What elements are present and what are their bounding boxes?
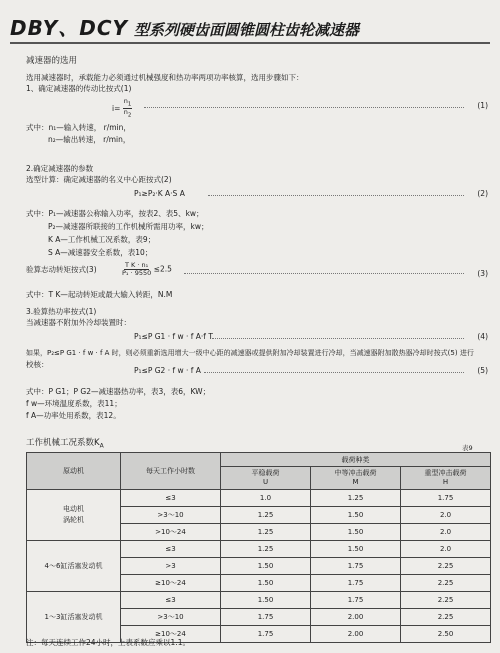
col-load-h: 重型冲击载荷 H <box>401 467 491 490</box>
factor-cell: 1.25 <box>221 541 311 558</box>
formula-1-num: n <box>123 97 128 105</box>
col-prime-mover: 原动机 <box>27 453 121 490</box>
factor-cell: 2.0 <box>401 507 491 524</box>
factor-cell: 1.75 <box>221 609 311 626</box>
condition-text: 如果，P₂≤P G1 · f w · f A 时，则必须重新选用增大一级中心距的减速器或提供附加冷却装置进行冷却，当减速器附加散热器冷却时按式(5) 进行 <box>26 349 474 357</box>
factor-cell: 2.25 <box>401 558 491 575</box>
where-ka: K A—工作机械工况系数，表9； <box>48 235 156 244</box>
formula-5-number: (5) <box>477 366 488 375</box>
formula-3-number: (3) <box>477 269 488 278</box>
table-row <box>27 490 491 507</box>
hours-cell: ≥10～24 <box>121 626 221 643</box>
title-description: 型系列硬齿面圆锥圆柱齿轮减速器 <box>134 21 360 39</box>
prime-mover-cell: 电动机 涡轮机 <box>27 490 121 541</box>
page-title <box>10 12 490 44</box>
formula-1-num-sub: 1 <box>127 101 132 108</box>
where-p1: 式中：P₁—减速器公称输入功率，按表2、表5、kw； <box>26 209 204 218</box>
formula-3-rhs: ≤2.5 <box>153 264 172 274</box>
table-row <box>27 592 491 609</box>
formula-4-number: (4) <box>477 332 488 341</box>
factor-cell: 1.50 <box>311 541 401 558</box>
formula-5 <box>26 365 488 377</box>
formula-2-number: (2) <box>477 189 488 198</box>
prime-mover-cell: 4～6缸活塞发动机 <box>27 541 121 592</box>
col-load-u: 平稳载荷 U <box>221 467 311 490</box>
table-row <box>27 541 491 558</box>
hours-cell: >3 <box>121 558 221 575</box>
factor-cell: 1.25 <box>221 507 311 524</box>
factor-cell: 1.75 <box>311 558 401 575</box>
table-number: 表9 <box>462 444 473 452</box>
hours-cell: ≤3 <box>121 490 221 507</box>
title-model: DBY、DCY <box>10 16 128 40</box>
section-title: 减速器的选用 <box>26 56 78 66</box>
where-n2: n₂—输出转速， r/min， <box>48 135 131 144</box>
where-fa: f A—功率处用系数，表12。 <box>26 411 121 420</box>
factor-cell: 2.25 <box>401 609 491 626</box>
factor-cell: 1.50 <box>221 558 311 575</box>
formula-2-expr: P₁≥P₂·K A·S A <box>134 189 185 198</box>
factor-cell: 1.75 <box>311 575 401 592</box>
col-load-m: 中等冲击载荷 M <box>311 467 401 490</box>
where-fw: f w—环境温度系数，表11； <box>26 399 122 408</box>
step2-sub: 选型计算：确定减速器的名义中心距按式(2) <box>26 175 172 184</box>
factor-cell: 1.50 <box>221 592 311 609</box>
formula-2 <box>26 188 488 200</box>
hours-cell: >3～10 <box>121 609 221 626</box>
factor-cell: 1.75 <box>311 592 401 609</box>
formula-4 <box>26 331 488 343</box>
step2-text: 2.确定减速器的参数 <box>26 164 94 173</box>
factor-cell: 2.25 <box>401 592 491 609</box>
factor-cell: 1.0 <box>221 490 311 507</box>
factor-cell: 2.0 <box>401 524 491 541</box>
hours-cell: ≤3 <box>121 541 221 558</box>
formula-1 <box>26 97 488 119</box>
table-note: 注：每天连续工作24小时，上表系数应乘以1.1。 <box>26 638 190 647</box>
factor-cell: 2.50 <box>401 626 491 643</box>
factor-cell: 2.00 <box>311 609 401 626</box>
factor-cell: 1.75 <box>401 490 491 507</box>
formula-3 <box>26 262 488 282</box>
factor-cell: 2.0 <box>401 541 491 558</box>
hours-cell: >3～10 <box>121 507 221 524</box>
formula-3-den: P₁ · 9550 <box>122 269 152 277</box>
formula-5-expr: P₁≤P G2 · f w · f A <box>134 366 201 375</box>
step3-sub: 当减速器不附加外冷却装置时： <box>26 318 131 327</box>
condition-text-2: 校核： <box>26 360 49 369</box>
factor-cell: 1.25 <box>221 524 311 541</box>
col-load-type: 载荷种类 <box>221 453 491 467</box>
hours-cell: >10～24 <box>121 524 221 541</box>
col-hours: 每天工作小时数 <box>121 453 221 490</box>
prime-mover-cell: 1～3缸活塞发动机 <box>27 592 121 643</box>
table-title: 工作机械工况系数$K_A$ <box>26 438 104 450</box>
hours-cell: ≤3 <box>121 592 221 609</box>
formula-4-expr: P₁≤P G1 · f w · f A·f T <box>134 332 213 341</box>
factor-cell: 2.25 <box>401 575 491 592</box>
hours-cell: ≥10～24 <box>121 575 221 592</box>
formula-3-num: T K · n₁ <box>125 261 149 269</box>
step3-text: 3.验算热功率按式(1) <box>26 307 97 316</box>
intro-text: 选用减速器时，承载能力必须通过机械强度和热功率两项功率核算，选用步骤如下： <box>26 73 304 82</box>
factor-cell: 1.50 <box>221 575 311 592</box>
factor-cell: 1.25 <box>311 490 401 507</box>
where-pg: 式中：P G1；P G2—减速器热功率，表3，表6，KW； <box>26 387 211 396</box>
check-peak-text: 验算志动转矩按式(3) <box>26 265 97 274</box>
factor-cell: 1.50 <box>311 524 401 541</box>
where-sa: S A—减速器安全系数，表10； <box>48 248 153 257</box>
service-factor-table <box>26 452 491 643</box>
formula-1-lhs: i= <box>112 103 121 113</box>
factor-cell: 1.50 <box>311 507 401 524</box>
formula-1-den: n <box>123 108 128 117</box>
where-n1: 式中：n₁—输入转速， r/min， <box>26 123 131 132</box>
where-p2: P₂—减速器所联接的工作机械所需用功率，kw； <box>48 222 209 231</box>
formula-1-number: (1) <box>477 101 488 110</box>
factor-cell: 1.75 <box>221 626 311 643</box>
where-tk: 式中：T K—起动转矩或最大输入转距，N.M <box>26 290 173 299</box>
formula-1-den-sub: 2 <box>127 112 132 119</box>
factor-cell: 2.00 <box>311 626 401 643</box>
step1-text: 1、确定减速器的传动比按式(1) <box>26 84 132 93</box>
